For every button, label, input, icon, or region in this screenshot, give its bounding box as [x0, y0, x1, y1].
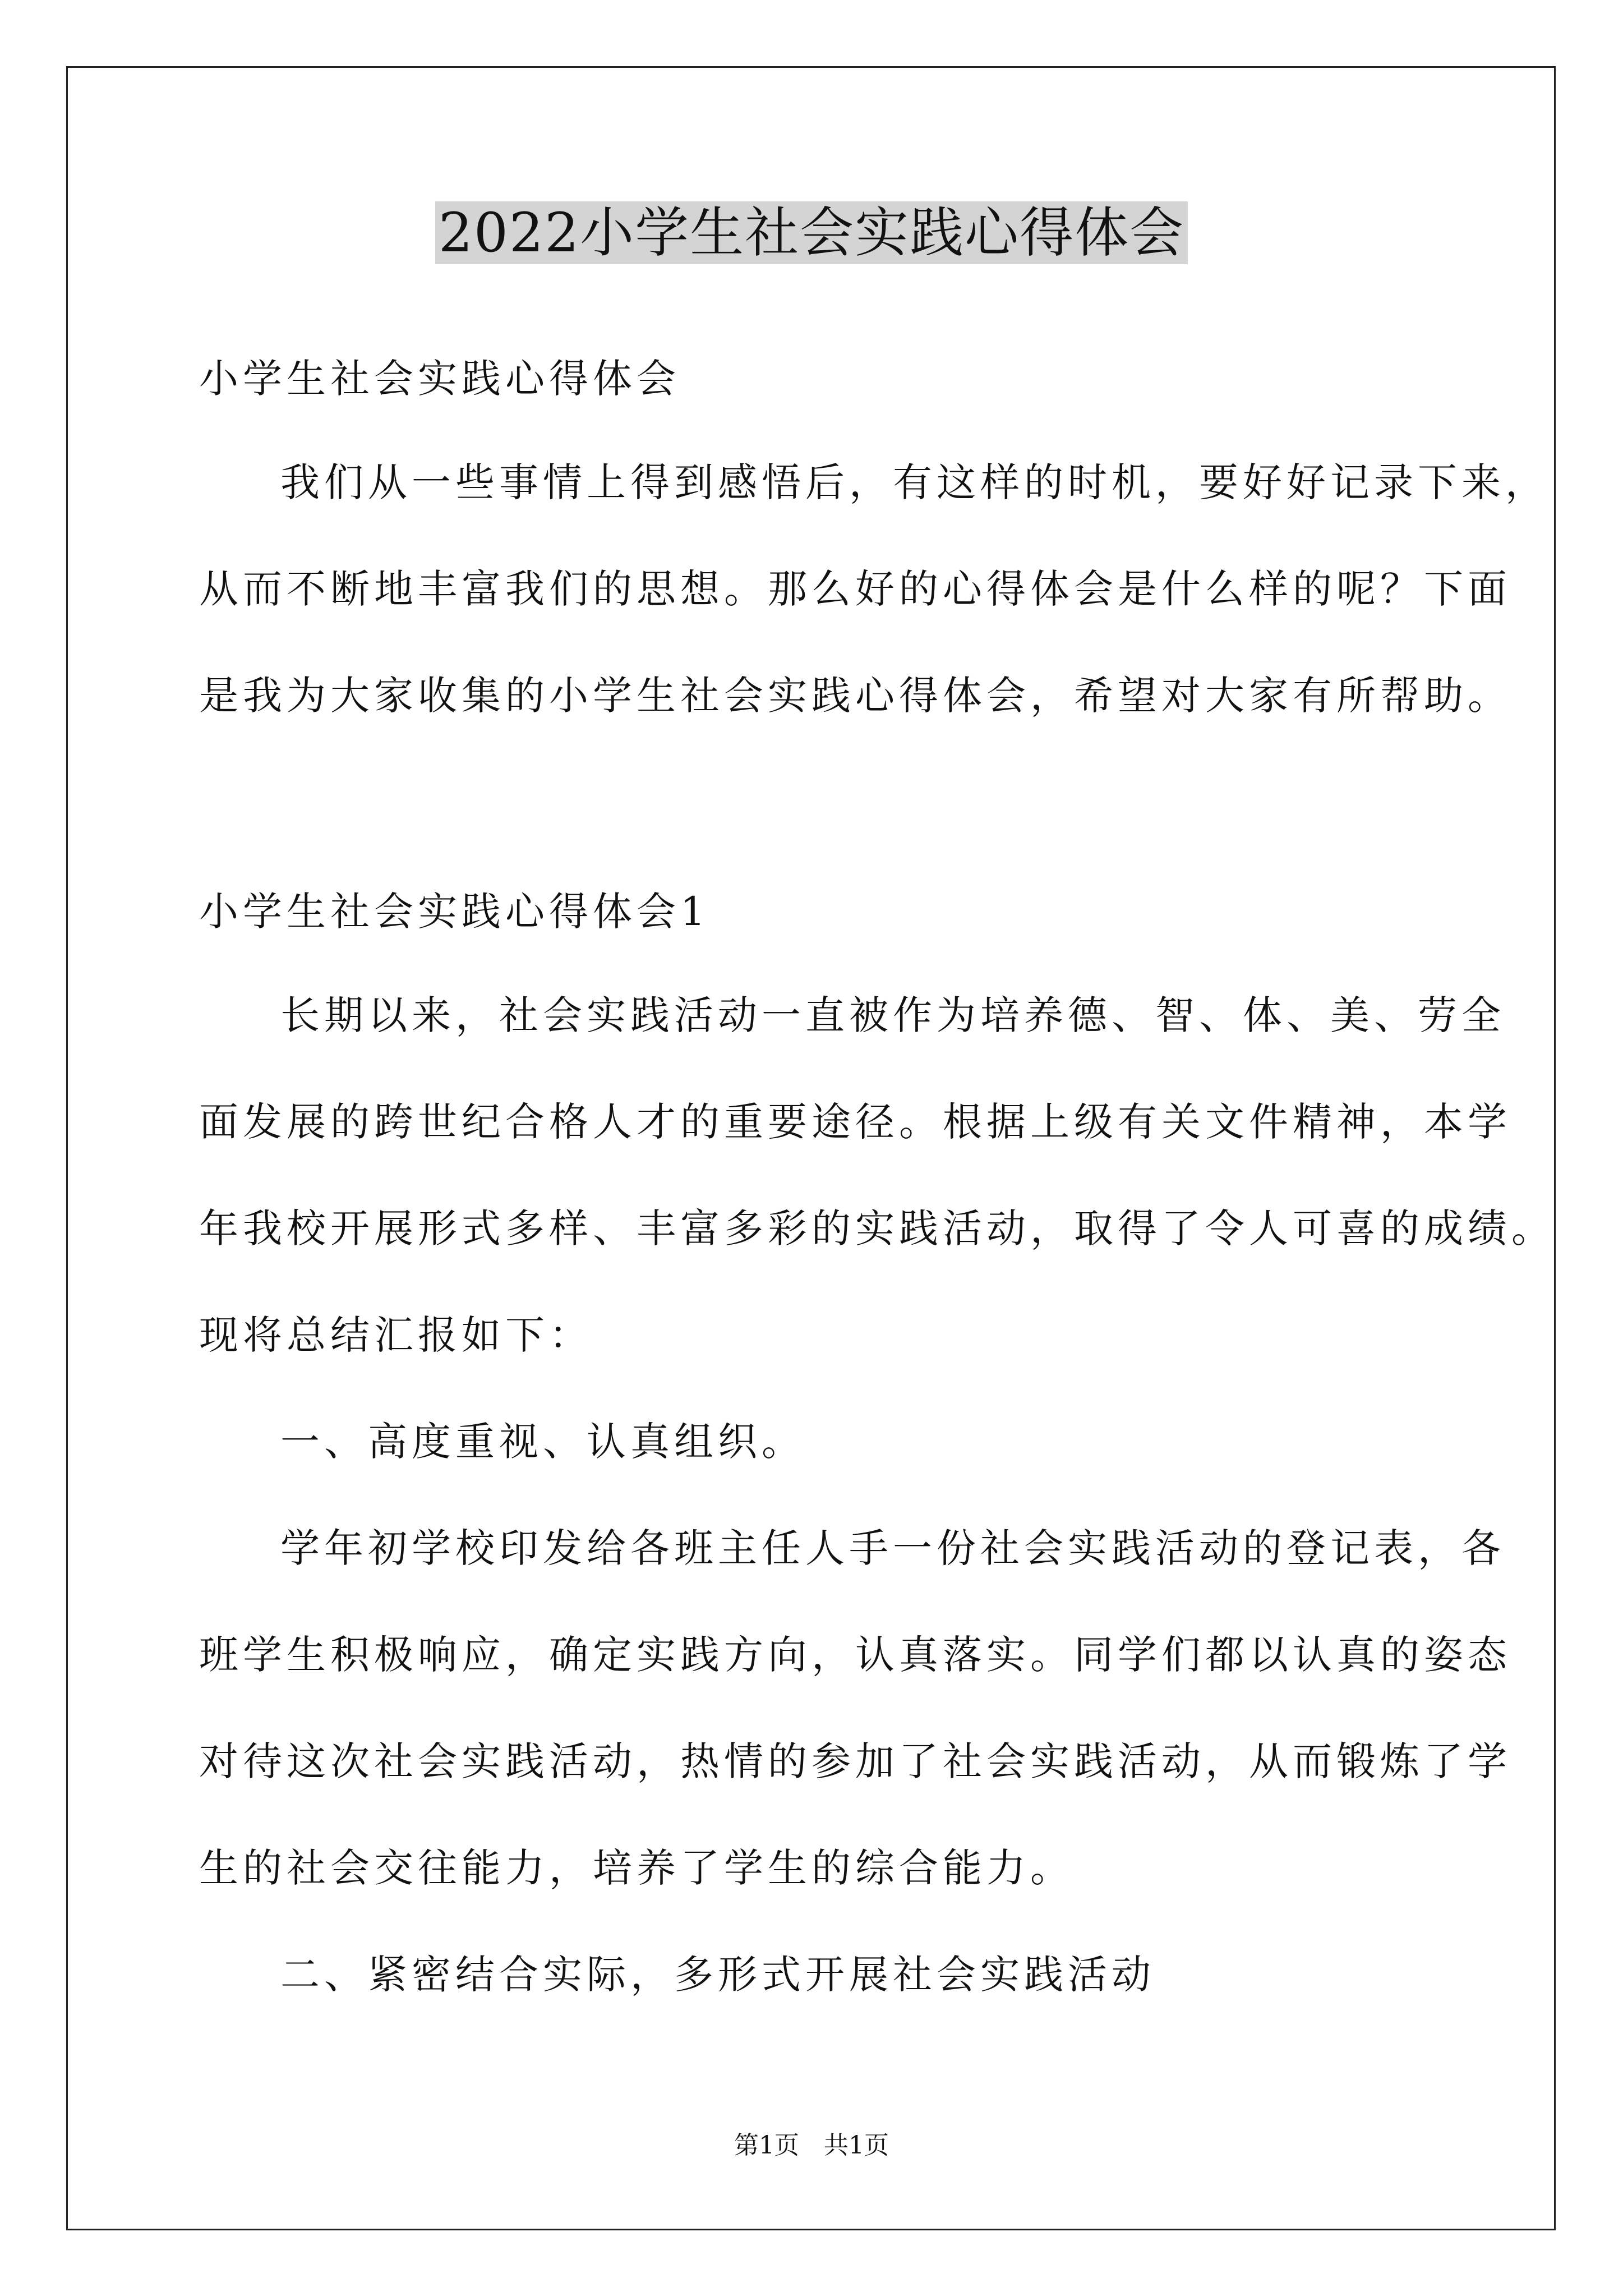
- subtitle: 小学生社会实践心得体会: [199, 356, 680, 402]
- body-line-7: 对待这次社会实践活动，热情的参加了社会实践活动，从而锻炼了学: [199, 1738, 1511, 1784]
- body-line-1: 长期以来，社会实践活动一直被作为培养德、智、体、美、劳全: [280, 992, 1505, 1038]
- body-line-6: 班学生积极响应，确定实践方向，认真落实。同学们都以认真的姿态: [199, 1632, 1511, 1678]
- body-line-8: 生的社会交往能力，培养了学生的综合能力。: [199, 1845, 1074, 1891]
- intro-line-1: 我们从一些事情上得到感悟后，有这样的时机，要好好记录下来，: [280, 459, 1549, 505]
- body-line-5: 学年初学校印发给各班主任人手一份社会实践活动的登记表，各: [280, 1525, 1505, 1571]
- page-footer: 第1页 共1页: [734, 2131, 889, 2160]
- document-title: [0, 191, 1623, 275]
- sub-heading-1: 一、高度重视、认真组织。: [280, 1419, 805, 1465]
- section-heading-1: 小学生社会实践心得体会1: [199, 889, 710, 935]
- sub-heading-2: 二、紧密结合实际，多形式开展社会实践活动: [280, 1952, 1155, 1998]
- body-line-2: 面发展的跨世纪合格人才的重要途径。根据上级有关文件精神，本学: [199, 1099, 1511, 1145]
- body-line-3: 年我校开展形式多样、丰富多彩的实践活动，取得了令人可喜的成绩。: [199, 1205, 1555, 1251]
- document-title-text: 2022小学生社会实践心得体会: [435, 201, 1188, 264]
- intro-line-3: 是我为大家收集的小学生社会实践心得体会，希望对大家有所帮助。: [199, 673, 1511, 719]
- intro-line-2: 从而不断地丰富我们的思想。那么好的心得体会是什么样的呢？下面: [199, 566, 1511, 612]
- body-line-4: 现将总结汇报如下：: [199, 1312, 593, 1358]
